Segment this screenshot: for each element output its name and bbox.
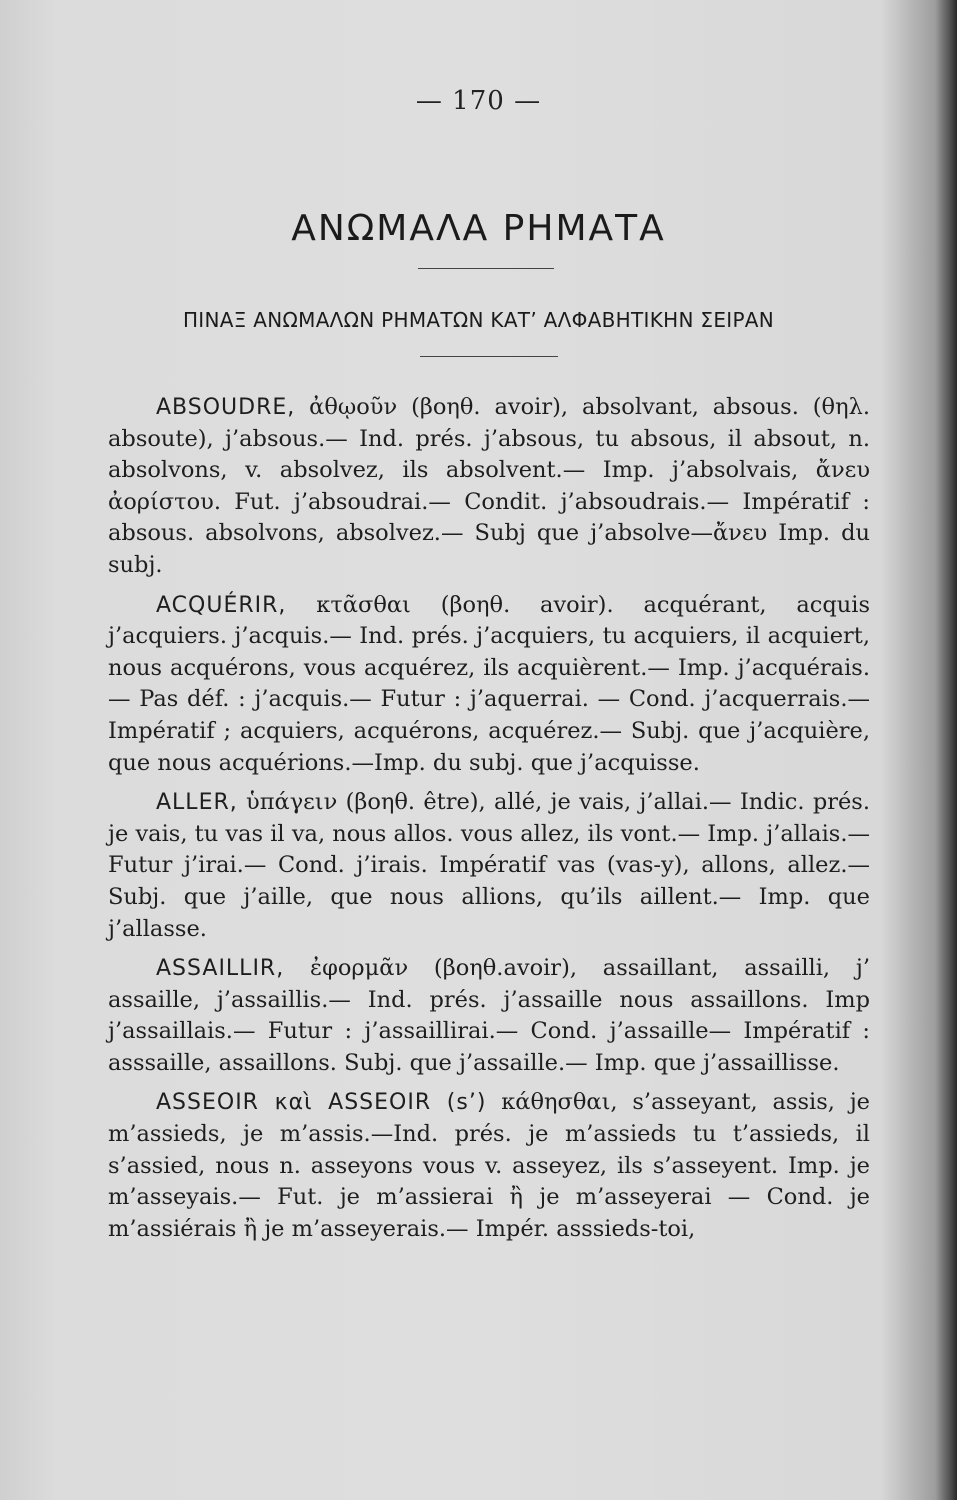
verb-table-body bbox=[108, 392, 870, 1245]
entry-headword: ABSOUDRE, bbox=[156, 395, 296, 420]
entry-text: κάθησθαι, s’asseyant, assis, je m’assieds, je m’assis.—Ind. prés. je m’assieds tu t’assieds, il s’assied, nous n. asseyons vous v. asseyez, ils s’asseyent. Imp. je m’asseyais.— Fut. je m’assierai ἢ je m’asseyerai — Cond. je m’assiérais ἢ je m’asseyerais.— Impér. asssieds-toi, bbox=[108, 1089, 870, 1242]
entry-headword: ACQUÉRIR, bbox=[156, 592, 287, 618]
verb-entry-absoudre bbox=[108, 392, 870, 582]
page-number: — 170 — bbox=[415, 86, 542, 116]
entry-headword: ASSAILLIR, bbox=[156, 956, 285, 982]
page-subtitle: ΠΙΝΑΞ ΑΝΩΜΑΛΩΝ ΡΗΜΑΤΩΝ ΚΑΤ’ ΑΛΦΑΒΗΤΙΚΗΝ ΣΕΙΡΑΝ bbox=[182, 308, 775, 332]
page-title: ΑΝΩΜΑΛΑ ΡΗΜΑΤΑ bbox=[291, 208, 666, 249]
entry-text: ὑπάγειν (βοηθ. être), allé, je vais, j’allai.— Indic. prés. je vais, tu vas il va, nous allos. vous allez, ils vont.— Imp. j’allais.— Futur j’irai.— Cond. j’irais. Impératif vas (vas-y), allons, allez.— Subj. que j’aille, que nous allions, qu’ils aillent.— Imp. que j’allasse. bbox=[108, 789, 870, 942]
entry-headword: ASSEOIR καὶ ASSEOIR (s’) bbox=[156, 1090, 487, 1116]
title-divider bbox=[418, 268, 554, 269]
verb-entry-asseoir bbox=[108, 1087, 870, 1245]
verb-entry-assaillir bbox=[108, 953, 870, 1079]
entry-text: ἀθῳοῦν (βοηθ. avoir), absolvant, absous. (θηλ. absoute), j’absous.— Ind. prés. j’absous, tu absous, il absout, n. absolvons, v. absolvez, ils absolvent.— Imp. j’absolvais, ἄνευ ἀορίστου. Fut. j’absoudrai.— Condit. j’absoudrais.— Impératif : absous. absolvons, absolvez.— Subj que j’absolve—ἄνευ Imp. du subj. bbox=[108, 394, 870, 578]
entry-text: κτᾶσθαι (βοηθ. avoir). acquérant, acquis j’acquiers. j’acquis.— Ind. prés. j’acquiers, tu acquiers, il acquiert, nous acquérons, vous acquérez, ils acquièrent.— Imp. j’acquérais.— Pas déf. : j’acquis.— Futur : j’aquerrai. — Cond. j’acquerrais.— Impératif ; acquiers, acquérons, acquérez.— Subj. que j’acquière, que nous acquérions.—Imp. du subj. que j’acquisse. bbox=[108, 591, 871, 776]
verb-entry-acquerir bbox=[108, 590, 870, 780]
subtitle-divider bbox=[420, 356, 558, 357]
entry-text: ἐφορμᾶν (βοηθ.avoir), assaillant, assailli, j’ assaille, j’assaillis.— Ind. prés. j’assaille nous assaillons. Imp j’assaillais.— Futur : j’assaillirai.— Cond. j’assaille— Impératif : asssaille, assaillons. Subj. que j’assaille.— Imp. que j’assaillisse. bbox=[108, 955, 870, 1076]
entry-headword: ALLER, bbox=[156, 790, 238, 816]
verb-entry-aller bbox=[108, 787, 870, 945]
